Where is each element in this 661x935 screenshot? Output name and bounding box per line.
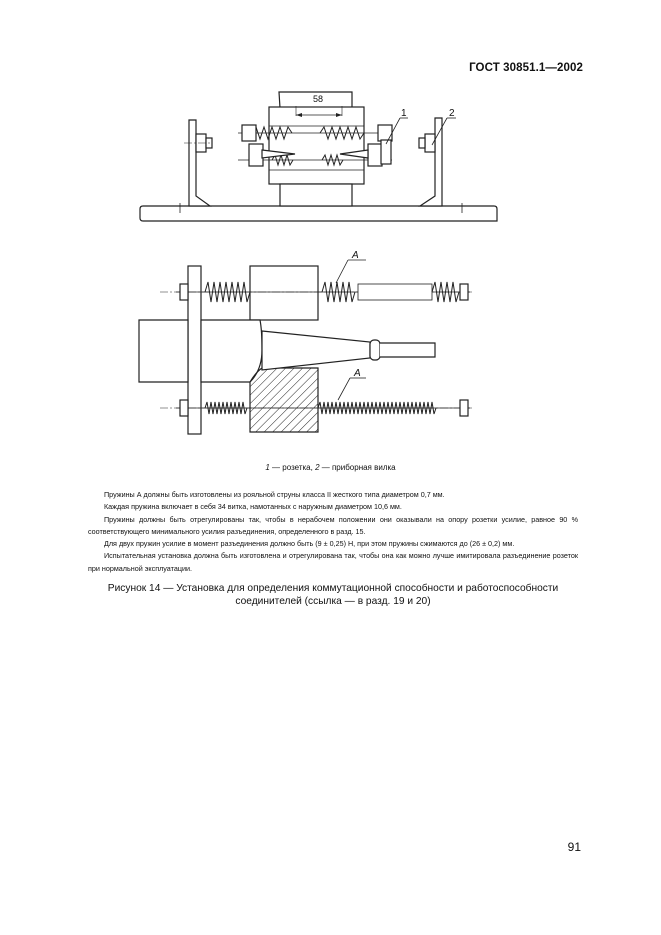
legend-item-1-text: — розетка,: [269, 463, 316, 472]
legend-item-2-number: 2: [315, 463, 320, 472]
figure-notes: [88, 489, 578, 575]
spring-a-upper-right: [322, 282, 355, 302]
bottom-section-drawing: [139, 260, 472, 434]
socket-block: [250, 266, 318, 320]
right-bracket: [420, 118, 442, 206]
callout-a-top-label: A: [352, 250, 359, 261]
note-paragraph: Испытательная установка должна быть изготовлена и отрегулирована так, чтобы она как можно лучше имитировала разъединение розеток при нормальной эксплуатации.: [88, 551, 578, 573]
contact-pin-cone: [262, 331, 370, 370]
spring-upper-far: [432, 282, 459, 302]
caption-line-1: Рисунок 14 — Установка для определения коммутационной способности и работоспособности: [107, 583, 559, 594]
caption-line-2: соединителей (ссылка — в разд. 19 и 20): [235, 596, 431, 607]
note-paragraph: Каждая пружина включает в себя 34 витка, намотанных с наружным диаметром 10,6 мм.: [104, 502, 402, 512]
base-plate: [140, 206, 497, 221]
dimension-58-label: 58: [313, 94, 324, 104]
document-header: ГОСТ 30851.1—2002: [469, 62, 583, 74]
callout-1-label: 1: [401, 108, 407, 119]
page-number: 91: [567, 840, 581, 854]
hatched-section: [250, 368, 318, 432]
figure-legend: [0, 463, 661, 472]
appliance-inlet: [139, 320, 188, 382]
callout-a-bottom-label: A: [354, 368, 361, 379]
figure-caption: [88, 582, 578, 608]
callout-2-label: 2: [449, 108, 455, 119]
note-paragraph: Пружины должны быть отрегулированы так, чтобы в нерабочем положении они оказывали на опору розетки усилие, равное 90 % соответствующего минимального усилия разъединения, определенного в разд. 15.: [88, 514, 578, 536]
legend-item-1-number: 1: [265, 463, 270, 472]
left-bracket: [189, 120, 210, 206]
note-paragraph: Пружины А должны быть изготовлены из рояльной струны класса II жесткого типа диаметром 0,7 мм.: [104, 490, 445, 499]
note-paragraph: Для двух пружин усилие в момент разъединения должно быть (9 ± 0,25) Н, при этом пружины сжимаются до (26 ± 0,2) мм.: [104, 539, 515, 549]
legend-item-2-text: — приборная вилка: [319, 463, 396, 472]
vertical-plate: [188, 266, 201, 434]
top-assembly-drawing: [140, 92, 497, 221]
